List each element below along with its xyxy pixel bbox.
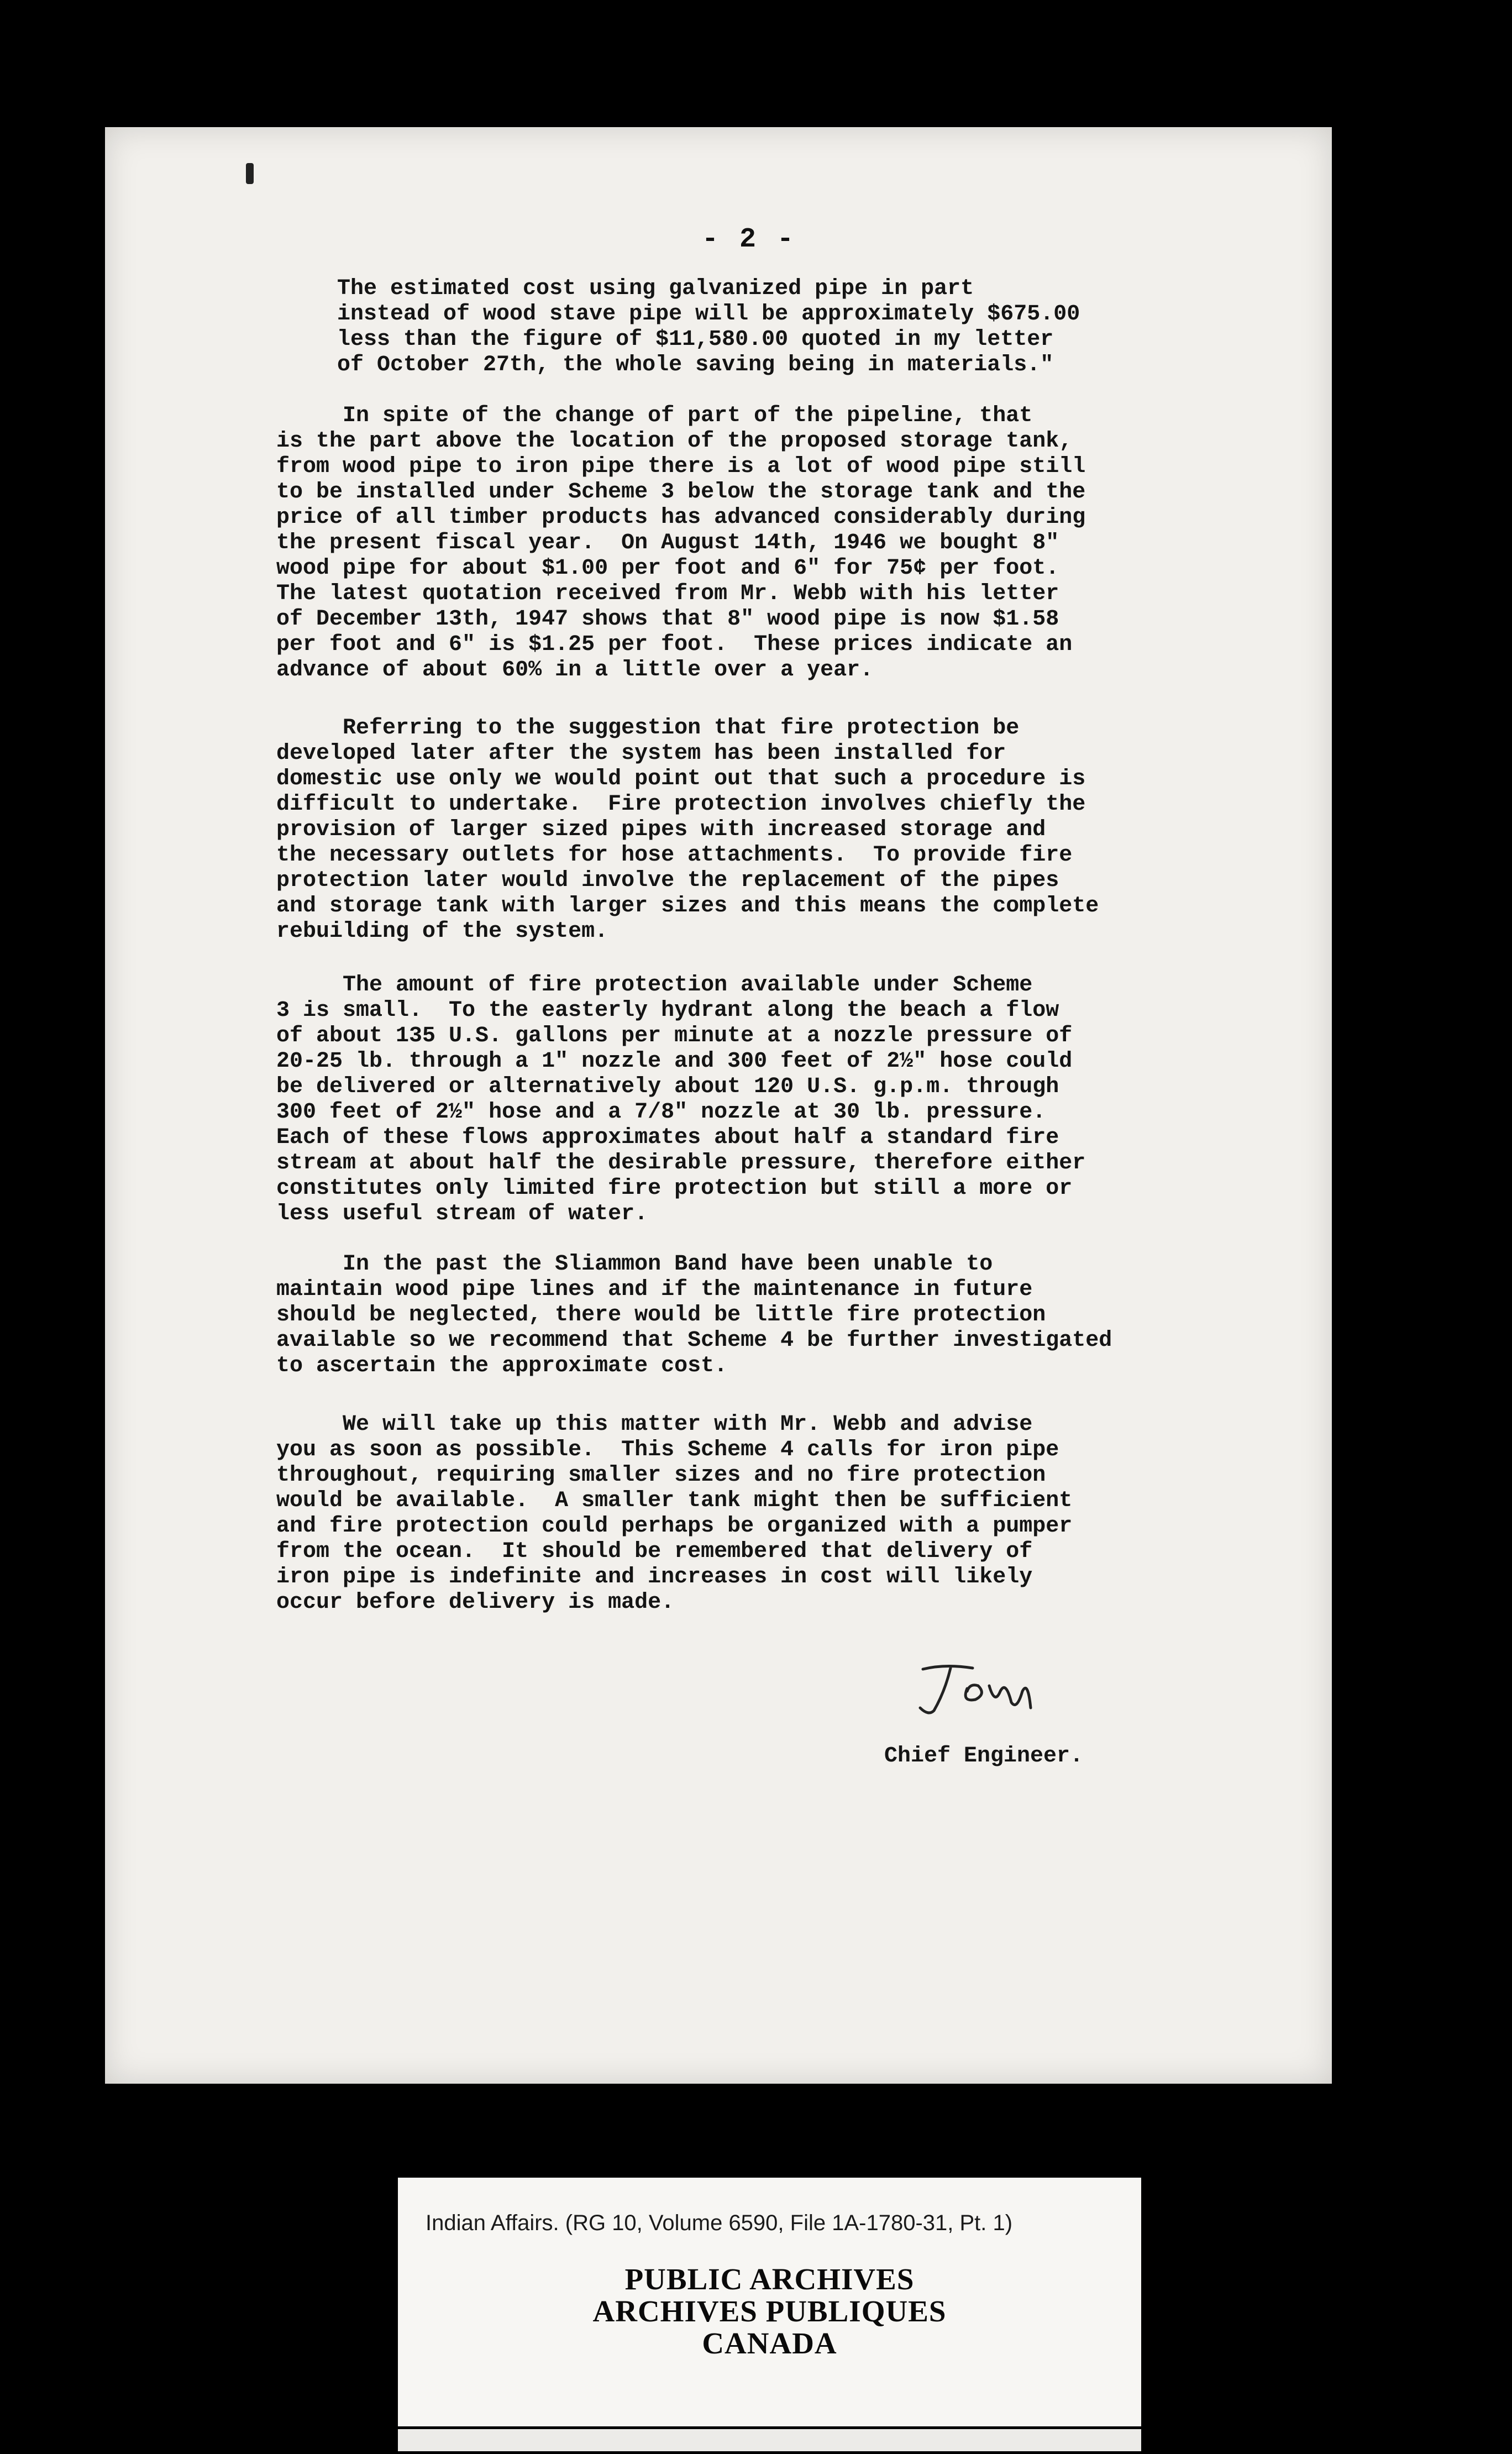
handwritten-signature	[912, 1658, 1044, 1719]
signature-title: Chief Engineer.	[884, 1744, 1084, 1769]
paragraph-5: In the past the Sliammon Band have been unable to maintain wood pipe lines and if the maintenance in future should be neglected, there would be little fire protection available so we recommend that Scheme 4 be further investigated to ascertain the approximate cost.	[276, 1252, 1112, 1378]
punch-mark	[246, 163, 254, 184]
page-number: - 2 -	[702, 224, 796, 255]
archives-line-1: PUBLIC ARCHIVES	[624, 2262, 915, 2296]
paragraph-4: The amount of fire protection available under Scheme 3 is small. To the easterly hydrant along the beach a flow of about 135 U.S. gallons per minute at a nozzle pressure of 20-25 lb. through a 1" nozzle and 300 feet of 2½" hose could be delivered or alternatively about 120 U.S. g.p.m. through 300 feet of 2½" hose and a 7/8" nozzle at 30 lb. pressure. Each of these flows approximates about half a standard fire stream at about half the desirable pressure, therefore either constitutes only limited fire protection but still a more or less useful stream of water.	[276, 973, 1086, 1226]
archive-label	[398, 2178, 1141, 2426]
paragraph-3: Referring to the suggestion that fire protection be developed later after the system has been installed for domestic use only we would point out that such a procedure is difficult to undertake. Fire protection involves chiefly the provision of larger sized pipes with increased storage and the necessary outlets for hose attachments. To provide fire protection later would involve the replacement of the pipes and storage tank with larger sizes and this means the complete rebuilding of the system.	[276, 716, 1099, 944]
label-bottom-strip	[398, 2429, 1141, 2451]
paragraph-2: In spite of the change of part of the pipeline, that is the part above the location of the proposed storage tank, from wood pipe to iron pipe there is a lot of wood pipe still to be installed under Scheme 3 below the storage tank and the price of all timber products has advanced considerably during the present fiscal year. On August 14th, 1946 we bought 8" wood pipe for about $1.00 per foot and 6" for 75¢ per foot. The latest quotation received from Mr. Webb with his letter of December 13th, 1947 shows that 8" wood pipe is now $1.58 per foot and 6" is $1.25 per foot. These prices indicate an advance of about 60% in a little over a year.	[276, 403, 1086, 683]
archives-line-2: ARCHIVES PUBLIQUES	[592, 2294, 947, 2328]
paragraph-6: We will take up this matter with Mr. Webb and advise you as soon as possible. This Scheme 4 calls for iron pipe throughout, requiring smaller sizes and no fire protection would be available. A smaller tank might then be sufficient and fire protection could perhaps be organized with a pumper from the ocean. It should be remembered that delivery of iron pipe is indefinite and increases in cost will likely occur before delivery is made.	[276, 1412, 1073, 1615]
archive-reference: Indian Affairs. (RG 10, Volume 6590, File 1A-1780-31, Pt. 1)	[426, 2211, 1013, 2235]
archives-stamp	[398, 2263, 1141, 2359]
paragraph-1: The estimated cost using galvanized pipe in part instead of wood stave pipe will be approximately $675.00 less than the figure of $11,580.00 quoted in my letter of October 27th, the whole saving being in materials."	[337, 276, 1080, 377]
archives-line-3: CANADA	[702, 2326, 837, 2360]
